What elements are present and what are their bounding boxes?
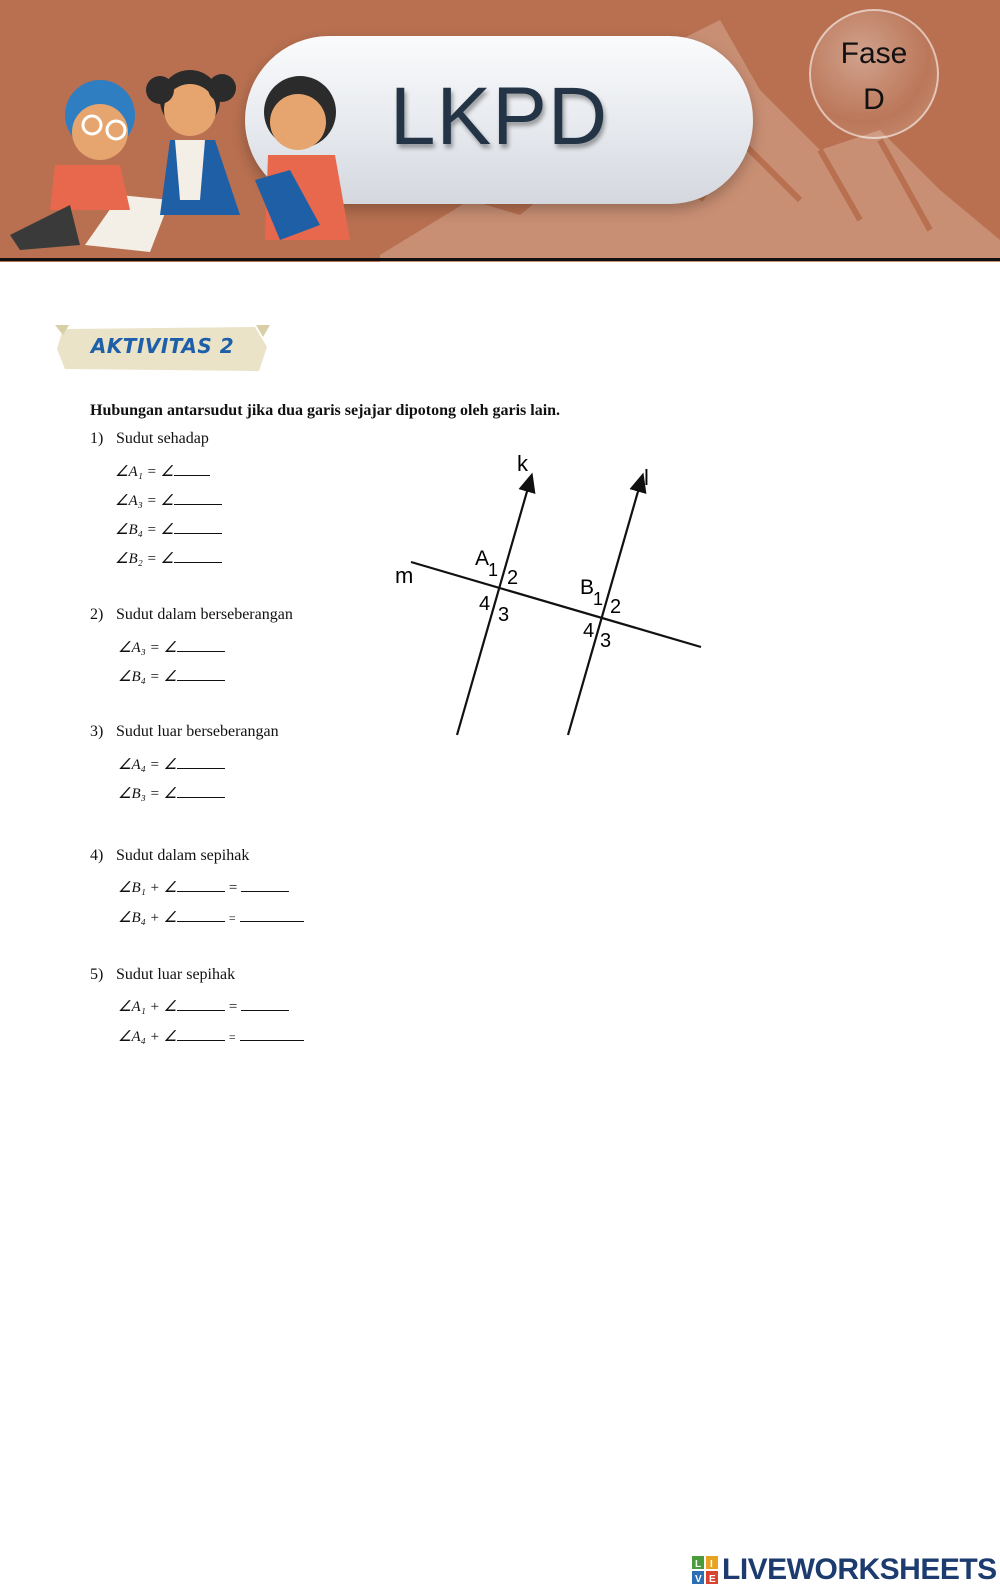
answer-blank[interactable] bbox=[177, 1026, 225, 1041]
equals-sign: = bbox=[228, 999, 238, 1015]
answer-blank[interactable] bbox=[174, 548, 222, 563]
header-divider bbox=[0, 258, 1000, 261]
equation-row bbox=[115, 461, 210, 481]
section-number: 3) bbox=[90, 723, 104, 740]
liveworksheets-icon bbox=[692, 1556, 718, 1584]
answer-blank[interactable] bbox=[177, 877, 225, 892]
logo-letter: V bbox=[695, 1574, 702, 1584]
equals-sign: = bbox=[228, 880, 238, 896]
answer-blank[interactable] bbox=[241, 996, 289, 1011]
logo-letter: I bbox=[710, 1559, 713, 1570]
label-k: k bbox=[517, 451, 528, 476]
equation-row bbox=[115, 519, 222, 539]
section-title-text: Sudut dalam berseberangan bbox=[116, 606, 293, 623]
liveworksheets-logo[interactable] bbox=[692, 1553, 997, 1587]
label-m: m bbox=[395, 563, 414, 588]
equation-text: ∠A₃ = ∠ bbox=[118, 640, 177, 656]
section-3-title bbox=[90, 723, 279, 741]
fase-label bbox=[811, 31, 937, 123]
section-4-title bbox=[90, 847, 249, 865]
equation-text: ∠A₁ = ∠ bbox=[115, 464, 174, 480]
logo-letter: E bbox=[709, 1574, 716, 1584]
angle-b4: 4 bbox=[583, 620, 595, 642]
equation-text: ∠B₁ + ∠ bbox=[118, 880, 177, 896]
fase-level: D bbox=[863, 83, 885, 116]
section-heading: Hubungan antarsudut jika dua garis sejajar dipotong oleh garis lain. bbox=[90, 402, 561, 419]
section-number: 1) bbox=[90, 430, 104, 447]
section-title-text: Sudut sehadap bbox=[116, 430, 209, 447]
equation-row bbox=[118, 907, 304, 927]
section-title-text: Sudut dalam sepihak bbox=[116, 847, 250, 864]
answer-blank[interactable] bbox=[241, 877, 289, 892]
line-m bbox=[411, 562, 701, 647]
answer-blank[interactable] bbox=[177, 666, 225, 681]
angle-b3: 3 bbox=[600, 630, 612, 652]
logo-letter: L bbox=[695, 1559, 702, 1570]
angle-a3: 3 bbox=[498, 604, 510, 626]
section-title-text: Sudut luar berseberangan bbox=[116, 723, 279, 740]
angle-a2: 2 bbox=[507, 567, 519, 589]
equation-text: ∠A₄ = ∠ bbox=[118, 757, 177, 773]
section-number: 5) bbox=[90, 966, 104, 983]
angle-a4: 4 bbox=[479, 593, 491, 615]
angle-b1: 1 bbox=[593, 589, 604, 609]
equation-text: ∠B₄ = ∠ bbox=[115, 522, 174, 538]
label-b: B bbox=[580, 576, 595, 599]
brand-name: LIVEWORKSHEETS bbox=[722, 1553, 997, 1586]
answer-blank[interactable] bbox=[177, 754, 225, 769]
equation-text: ∠B₄ + ∠ bbox=[118, 910, 177, 926]
fase-word: Fase bbox=[840, 37, 908, 70]
parallel-lines-diagram bbox=[395, 445, 715, 745]
equation-text: ∠B₃ = ∠ bbox=[118, 786, 177, 802]
equation-row bbox=[118, 783, 225, 803]
section-number: 4) bbox=[90, 847, 104, 864]
answer-blank[interactable] bbox=[177, 907, 225, 922]
label-a: A bbox=[475, 547, 490, 570]
answer-blank[interactable] bbox=[240, 1026, 304, 1041]
equation-row bbox=[118, 877, 289, 897]
answer-blank[interactable] bbox=[177, 783, 225, 798]
equation-text: ∠A₁ + ∠ bbox=[118, 999, 177, 1015]
answer-blank[interactable] bbox=[177, 996, 225, 1011]
equation-text: ∠B₂ = ∠ bbox=[115, 551, 174, 567]
equation-text: ∠B₄ = ∠ bbox=[118, 669, 177, 685]
equation-row bbox=[118, 666, 225, 686]
section-2-title bbox=[90, 606, 293, 624]
section-1-title bbox=[90, 430, 209, 448]
answer-blank[interactable] bbox=[177, 637, 225, 652]
equation-text: ∠A₃ = ∠ bbox=[115, 493, 174, 509]
line-k bbox=[457, 481, 530, 735]
activity-title: AKTIVITAS 2 bbox=[90, 334, 235, 358]
line-l bbox=[568, 481, 641, 735]
page-title: LKPD bbox=[389, 71, 609, 162]
equation-row bbox=[118, 637, 225, 657]
answer-blank[interactable] bbox=[174, 490, 222, 505]
equation-row bbox=[118, 754, 225, 774]
equals-sign: = bbox=[228, 911, 236, 925]
equation-row bbox=[115, 490, 222, 510]
section-number: 2) bbox=[90, 606, 104, 623]
activity-label bbox=[55, 325, 270, 373]
equals-sign: = bbox=[228, 1030, 236, 1044]
label-l: l bbox=[644, 465, 649, 490]
angle-a1: 1 bbox=[488, 560, 499, 580]
header-banner bbox=[0, 0, 1000, 262]
equation-row bbox=[118, 996, 289, 1016]
fase-badge bbox=[809, 9, 939, 139]
answer-blank[interactable] bbox=[174, 519, 222, 534]
section-title-text: Sudut luar sepihak bbox=[116, 966, 236, 983]
equation-text: ∠A₄ + ∠ bbox=[118, 1029, 177, 1045]
equation-row bbox=[115, 548, 222, 568]
section-5-title bbox=[90, 966, 235, 984]
answer-blank[interactable] bbox=[174, 461, 210, 476]
equation-row bbox=[118, 1026, 304, 1046]
angle-b2: 2 bbox=[610, 596, 622, 618]
kids-illustration bbox=[0, 60, 370, 260]
answer-blank[interactable] bbox=[240, 907, 304, 922]
